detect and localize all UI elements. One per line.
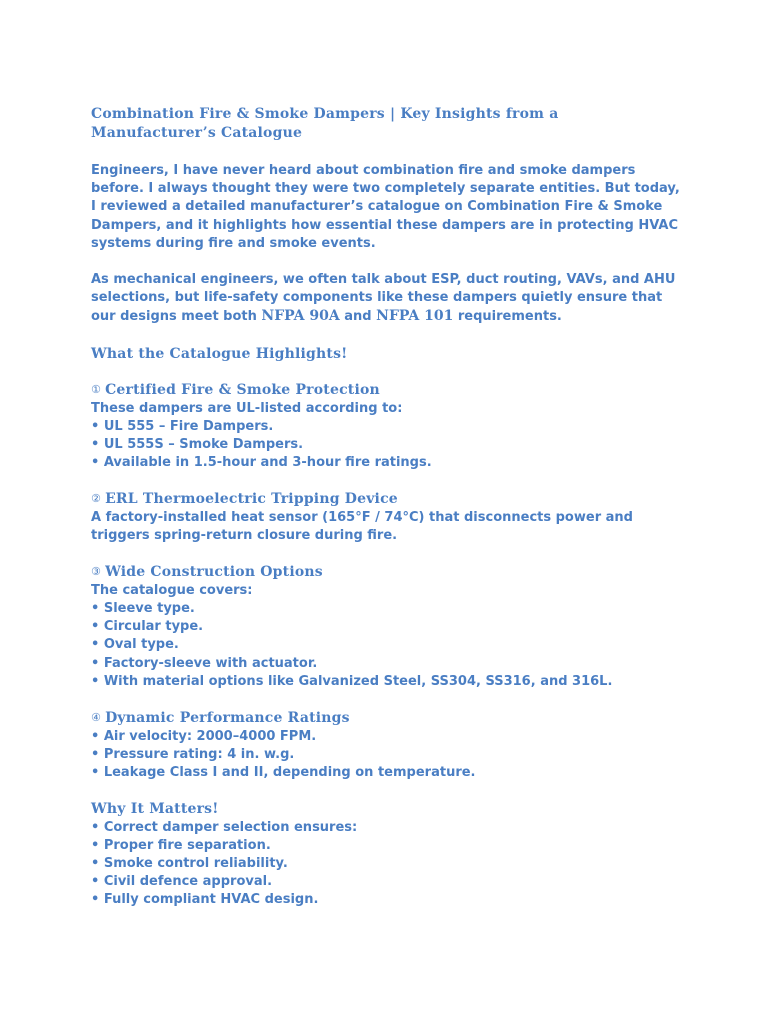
section-heading	[91, 490, 681, 509]
section-erl-tripping-device	[91, 490, 681, 545]
bullet-item: • UL 555 – Fire Dampers.	[91, 418, 274, 434]
bullet-item: • Air velocity: 2000–4000 FPM.	[91, 728, 317, 744]
document-page	[91, 105, 681, 910]
bullet-item: • Pressure rating: 4 in. w.g.	[91, 746, 295, 762]
section-heading-text: ERL Thermoelectric Tripping Device	[105, 491, 398, 508]
circled-number-1: ①	[91, 383, 102, 397]
bullet-item: • Leakage Class I and II, depending on temperature.	[91, 764, 476, 780]
circled-number-4: ④	[91, 711, 102, 725]
bullet-item: • Correct damper selection ensures:	[91, 819, 358, 835]
bullet-item: • Civil defence approval.	[91, 874, 273, 890]
standards-text-middle: and	[339, 309, 377, 325]
section-performance-ratings	[91, 709, 681, 782]
highlights-heading: What the Catalogue Highlights!	[91, 345, 348, 362]
section-heading	[91, 709, 681, 728]
bullet-item: • Sleeve type.	[91, 601, 195, 617]
bullet-item: • Available in 1.5-hour and 3-hour fire ratings.	[91, 455, 432, 471]
standards-text-after: requirements.	[453, 309, 562, 325]
section-line: A factory-installed heat sensor (165°F / 74°C) that disconnects power and triggers spring-return closure during fire.	[91, 509, 633, 544]
section-heading-text: Certified Fire & Smoke Protection	[105, 382, 380, 399]
nfpa-101-text: NFPA 101	[376, 308, 454, 325]
nfpa-90a-text: NFPA 90A	[261, 308, 340, 325]
bullet-item: • Factory-sleeve with actuator.	[91, 655, 318, 671]
section-construction-options	[91, 563, 681, 691]
section-line: These dampers are UL-listed according to:	[91, 400, 403, 416]
section-heading	[91, 381, 681, 400]
bullet-item: • Fully compliant HVAC design.	[91, 892, 319, 908]
why-heading: Why It Matters!	[91, 801, 219, 818]
section-why-it-matters	[91, 800, 681, 910]
section-heading-text: Wide Construction Options	[105, 564, 323, 581]
circled-number-3: ③	[91, 565, 102, 579]
bullet-item: • Proper fire separation.	[91, 837, 271, 853]
section-heading	[91, 563, 681, 582]
intro-paragraph: Engineers, I have never heard about combination fire and smoke dampers before. I always thought they were two completely separate entities. But today, I reviewed a detailed manufacturer’s catalogue on Combination Fire & Smoke Dampers, and it highlights how essential these dampers are in protecting HVAC systems during fire and smoke events.	[91, 163, 680, 251]
bullet-item: • With material options like Galvanized Steel, SS304, SS316, and 316L.	[91, 673, 613, 689]
bullet-item: • Oval type.	[91, 637, 179, 653]
section-line: The catalogue covers:	[91, 582, 253, 598]
standards-paragraph	[91, 271, 681, 327]
bullet-item: • UL 555S – Smoke Dampers.	[91, 437, 304, 453]
section-certified-protection	[91, 381, 681, 472]
document-title: Combination Fire & Smoke Dampers | Key Insights from a Manufacturer’s Catalogue	[91, 106, 559, 141]
bullet-item: • Circular type.	[91, 619, 204, 635]
section-heading-text: Dynamic Performance Ratings	[105, 710, 350, 727]
bullet-item: • Smoke control reliability.	[91, 856, 288, 872]
standards-text-before: As mechanical engineers, we often talk about ESP, duct routing, VAVs, and AHU selections, but life-safety components like these dampers quietly ensure that our designs meet both	[91, 272, 676, 325]
circled-number-2: ②	[91, 492, 102, 506]
